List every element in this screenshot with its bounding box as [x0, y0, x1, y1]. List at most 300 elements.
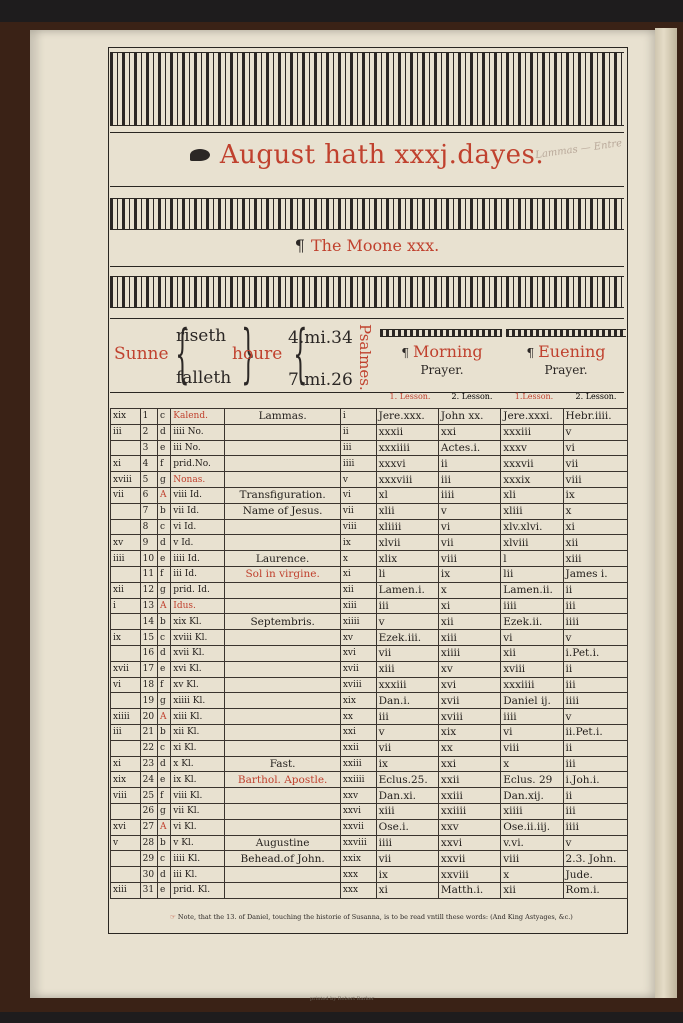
morning-lesson-1: xlvii — [376, 535, 438, 551]
evening-lesson-1: xxxiii — [501, 424, 563, 440]
day-number: 17 — [140, 661, 157, 677]
feast-name: Augustine — [225, 835, 340, 851]
table-row — [111, 630, 628, 646]
dominical-letter: g — [157, 472, 170, 488]
psalm-number: v — [340, 472, 376, 488]
evening-lesson-1: xviii — [501, 661, 563, 677]
psalm-number: xi — [340, 566, 376, 582]
evening-lesson-2: vii — [563, 456, 627, 472]
roman-date: prid.No. — [171, 456, 225, 472]
golden-number: viii — [111, 788, 141, 804]
morning-lesson-2: x — [438, 582, 500, 598]
golden-number — [111, 851, 141, 867]
feast-name — [225, 803, 340, 819]
feast-name — [225, 867, 340, 883]
evening-lesson-2: iii — [563, 756, 627, 772]
lesson2-evening-header: 2. Lesson. — [575, 392, 617, 401]
day-number: 7 — [140, 503, 157, 519]
evening-lesson-1: xii — [501, 882, 563, 898]
evening-prayer-header: ¶ Euening Prayer. — [526, 342, 606, 377]
dominical-letter: e — [157, 661, 170, 677]
psalm-number: xxix — [340, 851, 376, 867]
dominical-letter: e — [157, 882, 170, 898]
roman-date: xi Kl. — [171, 740, 225, 756]
morning-lesson-1: ix — [376, 867, 438, 883]
roman-date: iii No. — [171, 440, 225, 456]
pilcrow-icon: ¶ — [294, 236, 305, 255]
day-number: 8 — [140, 519, 157, 535]
feast-name — [225, 472, 340, 488]
evening-lesson-1: v.vi. — [501, 835, 563, 851]
roman-date: xvii Kl. — [171, 645, 225, 661]
evening-lesson-1: vi — [501, 630, 563, 646]
dominical-letter: c — [157, 519, 170, 535]
morning-lesson-1: xiii — [376, 803, 438, 819]
evening-lesson-2: iii — [563, 677, 627, 693]
roman-date: vi Kl. — [171, 819, 225, 835]
rule — [110, 186, 624, 187]
golden-number: xi — [111, 756, 141, 772]
roman-date: vii Kl. — [171, 803, 225, 819]
morning-lesson-2: viii — [438, 551, 500, 567]
golden-number: vii — [111, 487, 141, 503]
golden-number: xvi — [111, 819, 141, 835]
feast-name — [225, 740, 340, 756]
evening-lesson-2: v — [563, 630, 627, 646]
evening-lesson-2: xii — [563, 535, 627, 551]
evening-lesson-1: Eclus. 29 — [501, 772, 563, 788]
roman-date: xvi Kl. — [171, 661, 225, 677]
psalm-number: xiii — [340, 598, 376, 614]
psalm-number: iiii — [340, 456, 376, 472]
morning-lesson-1: vii — [376, 851, 438, 867]
roman-date: ix Kl. — [171, 772, 225, 788]
feast-name — [225, 882, 340, 898]
dominical-letter: d — [157, 867, 170, 883]
psalm-number: xxx — [340, 867, 376, 883]
day-number: 22 — [140, 740, 157, 756]
dominical-letter: g — [157, 693, 170, 709]
evening-lesson-2: v — [563, 424, 627, 440]
evening-lesson-1: x — [501, 867, 563, 883]
morning-lesson-2: John xx. — [438, 409, 500, 425]
golden-number: xix — [111, 772, 141, 788]
morning-lesson-2: xxv — [438, 819, 500, 835]
table-row — [111, 882, 628, 898]
middle-ornament-band — [110, 198, 624, 230]
feast-name — [225, 456, 340, 472]
evening-lesson-2: James i. — [563, 566, 627, 582]
day-number: 28 — [140, 835, 157, 851]
morning-lesson-1: xiii — [376, 661, 438, 677]
day-number: 14 — [140, 614, 157, 630]
day-number: 2 — [140, 424, 157, 440]
feast-name: Barthol. Apostle. — [225, 772, 340, 788]
evening-lesson-1: Jere.xxxi. — [501, 409, 563, 425]
pointing-hand-icon: ☞ — [170, 913, 176, 921]
golden-number: ix — [111, 630, 141, 646]
roman-date: iii Kl. — [171, 867, 225, 883]
evening-lesson-2: viii — [563, 472, 627, 488]
evening-lesson-1: vi — [501, 724, 563, 740]
falleth-label: falleth — [176, 368, 232, 388]
morning-lesson-2: xviii — [438, 709, 500, 725]
evening-lesson-1: xxxix — [501, 472, 563, 488]
morning-lesson-2: xxvii — [438, 851, 500, 867]
roman-date: xiiii Kl. — [171, 693, 225, 709]
printer-line: printed by Robert Barker — [310, 996, 375, 1002]
morning-lesson-2: xv — [438, 661, 500, 677]
morning-lesson-2: vi — [438, 519, 500, 535]
morning-lesson-2: xvi — [438, 677, 500, 693]
rule — [110, 266, 624, 267]
psalm-number: xiiii — [340, 614, 376, 630]
evening-lesson-1: viii — [501, 740, 563, 756]
day-number: 3 — [140, 440, 157, 456]
dominical-letter: e — [157, 772, 170, 788]
day-number: 21 — [140, 724, 157, 740]
morning-lesson-1: xxxviii — [376, 472, 438, 488]
morning-lesson-1: xxxvi — [376, 456, 438, 472]
dominical-letter: f — [157, 677, 170, 693]
golden-number — [111, 645, 141, 661]
psalm-number: xxiiii — [340, 772, 376, 788]
golden-number: xii — [111, 582, 141, 598]
dominical-letter: f — [157, 566, 170, 582]
evening-lesson-1: xiiii — [501, 803, 563, 819]
evening-lesson-2: ii.Pet.i. — [563, 724, 627, 740]
psalm-number: iii — [340, 440, 376, 456]
table-row — [111, 409, 628, 425]
dominical-letter: d — [157, 645, 170, 661]
morning-lesson-1: Ose.i. — [376, 819, 438, 835]
dominical-letter: d — [157, 756, 170, 772]
roman-date: vii Id. — [171, 503, 225, 519]
psalm-number: xxv — [340, 788, 376, 804]
table-row — [111, 456, 628, 472]
feast-name — [225, 645, 340, 661]
evening-lesson-1: viii — [501, 851, 563, 867]
table-row — [111, 819, 628, 835]
roman-date: xix Kl. — [171, 614, 225, 630]
feast-name — [225, 709, 340, 725]
table-row — [111, 598, 628, 614]
morning-lesson-2: xxi — [438, 756, 500, 772]
table-row — [111, 709, 628, 725]
golden-number: iii — [111, 424, 141, 440]
feast-name — [225, 598, 340, 614]
morning-lesson-2: v — [438, 503, 500, 519]
morning-lesson-1: vii — [376, 740, 438, 756]
morning-lesson-2: xxviii — [438, 867, 500, 883]
evening-lesson-2: Rom.i. — [563, 882, 627, 898]
evening-lesson-2: ix — [563, 487, 627, 503]
feast-name — [225, 677, 340, 693]
morning-lesson-2: xiiii — [438, 645, 500, 661]
morning-lesson-2: xxiii — [438, 788, 500, 804]
morning-lesson-1: Jere.xxx. — [376, 409, 438, 425]
sun-times — [110, 317, 353, 394]
morning-lesson-2: vii — [438, 535, 500, 551]
evening-lesson-2: x — [563, 503, 627, 519]
evening-lesson-1: lii — [501, 566, 563, 582]
psalm-number: xxi — [340, 724, 376, 740]
roman-date: iiii No. — [171, 424, 225, 440]
table-row — [111, 756, 628, 772]
golden-number — [111, 566, 141, 582]
psalm-number: vii — [340, 503, 376, 519]
morning-lesson-1: ix — [376, 756, 438, 772]
day-number: 30 — [140, 867, 157, 883]
golden-number — [111, 867, 141, 883]
feast-name — [225, 535, 340, 551]
morning-lesson-2: xxvi — [438, 835, 500, 851]
evening-lesson-1: xlviii — [501, 535, 563, 551]
day-number: 16 — [140, 645, 157, 661]
morning-prayer-header: ¶ Morning Prayer. — [401, 342, 483, 377]
evening-lesson-2: 2.3. John. — [563, 851, 627, 867]
feast-name: Sol in virgine. — [225, 566, 340, 582]
roman-date: iii Id. — [171, 566, 225, 582]
rule — [110, 132, 624, 133]
psalm-number: xx — [340, 709, 376, 725]
day-number: 24 — [140, 772, 157, 788]
table-row — [111, 440, 628, 456]
roman-date: xv Kl. — [171, 677, 225, 693]
day-number: 25 — [140, 788, 157, 804]
evening-lesson-1: Dan.xij. — [501, 788, 563, 804]
feast-name — [225, 661, 340, 677]
evening-lesson-2: iii — [563, 598, 627, 614]
day-number: 26 — [140, 803, 157, 819]
table-row — [111, 566, 628, 582]
day-number: 15 — [140, 630, 157, 646]
evening-lesson-2: iiii — [563, 819, 627, 835]
morning-lesson-2: xii — [438, 614, 500, 630]
dominical-letter: f — [157, 456, 170, 472]
roman-date: viii Kl. — [171, 788, 225, 804]
sunne-label: Sunne — [114, 344, 169, 364]
evening-lesson-1: Ezek.ii. — [501, 614, 563, 630]
evening-lesson-2: ii — [563, 582, 627, 598]
roman-date: iiii Id. — [171, 551, 225, 567]
evening-lesson-2: i.Pet.i. — [563, 645, 627, 661]
psalm-number: xviii — [340, 677, 376, 693]
golden-number — [111, 519, 141, 535]
psalmes-label: Psalmes. — [356, 324, 374, 391]
evening-lesson-2: iii — [563, 803, 627, 819]
morning-lesson-2: ii — [438, 456, 500, 472]
evening-lesson-2: xiii — [563, 551, 627, 567]
morning-lesson-1: iii — [376, 709, 438, 725]
psalm-number: xxvii — [340, 819, 376, 835]
golden-number: vi — [111, 677, 141, 693]
table-row — [111, 535, 628, 551]
psalm-number: ix — [340, 535, 376, 551]
evening-lesson-1: xli — [501, 487, 563, 503]
day-number: 9 — [140, 535, 157, 551]
evening-lesson-2: i.Joh.i. — [563, 772, 627, 788]
roman-date: v Kl. — [171, 835, 225, 851]
table-row — [111, 645, 628, 661]
evening-lesson-1: iiii — [501, 709, 563, 725]
feast-name: Behead.of John. — [225, 851, 340, 867]
morning-lesson-1: Dan.xi. — [376, 788, 438, 804]
morning-lesson-1: Lamen.i. — [376, 582, 438, 598]
feast-name — [225, 788, 340, 804]
morning-lesson-1: xlii — [376, 503, 438, 519]
psalm-number: xvi — [340, 645, 376, 661]
roman-date: iiii Kl. — [171, 851, 225, 867]
table-row — [111, 724, 628, 740]
pilcrow-icon: ¶ — [526, 346, 535, 360]
dominical-letter: A — [157, 819, 170, 835]
dominical-letter: b — [157, 724, 170, 740]
golden-number: xiii — [111, 882, 141, 898]
evening-lesson-1: xliii — [501, 503, 563, 519]
handwritten-note: Lammas — Entre — [534, 137, 623, 162]
day-number: 1 — [140, 409, 157, 425]
morning-lesson-1: xxxii — [376, 424, 438, 440]
evening-lesson-2: iiii — [563, 614, 627, 630]
psalm-number: xxx — [340, 882, 376, 898]
feast-name: Fast. — [225, 756, 340, 772]
psalm-number: xxiii — [340, 756, 376, 772]
golden-number: xix — [111, 409, 141, 425]
morning-lesson-2: iii — [438, 472, 500, 488]
golden-number — [111, 440, 141, 456]
day-number: 29 — [140, 851, 157, 867]
day-number: 20 — [140, 709, 157, 725]
day-number: 27 — [140, 819, 157, 835]
psalm-number: xvii — [340, 661, 376, 677]
golden-number: iiii — [111, 551, 141, 567]
table-row — [111, 772, 628, 788]
golden-number: xv — [111, 535, 141, 551]
morning-lesson-1: xxxiiii — [376, 440, 438, 456]
morning-lesson-2: iiii — [438, 487, 500, 503]
dominical-letter: A — [157, 487, 170, 503]
evening-lesson-1: xxxv — [501, 440, 563, 456]
roman-date: xviii Kl. — [171, 630, 225, 646]
table-row — [111, 788, 628, 804]
roman-date: prid. Id. — [171, 582, 225, 598]
roman-date: x Kl. — [171, 756, 225, 772]
morning-lesson-2: xxiiii — [438, 803, 500, 819]
morning-lesson-1: xlix — [376, 551, 438, 567]
morning-lesson-2: xx — [438, 740, 500, 756]
next-page-edge — [655, 28, 677, 998]
top-ornament-band — [110, 52, 624, 126]
golden-number: xviii — [111, 472, 141, 488]
morning-lesson-2: xi — [438, 598, 500, 614]
table-row — [111, 851, 628, 867]
evening-lesson-2: ii — [563, 740, 627, 756]
psalm-number: xxvi — [340, 803, 376, 819]
psalm-number: xix — [340, 693, 376, 709]
page-title: August hath xxxj.dayes. — [110, 140, 624, 184]
footer-note: ☞ Note, that the 13. of Daniel, touching the historie of Susanna, is to be read vntill these words: (And King Astyages, &c.) — [170, 913, 573, 921]
morning-lesson-1: Dan.i. — [376, 693, 438, 709]
dominical-letter: d — [157, 535, 170, 551]
day-number: 4 — [140, 456, 157, 472]
morning-lesson-1: iii — [376, 598, 438, 614]
morning-lesson-1: Eclus.25. — [376, 772, 438, 788]
morning-lesson-2: ix — [438, 566, 500, 582]
evening-lesson-1: xxxvii — [501, 456, 563, 472]
feast-name — [225, 630, 340, 646]
dominical-letter: e — [157, 551, 170, 567]
evening-lesson-1: l — [501, 551, 563, 567]
table-row — [111, 614, 628, 630]
roman-date: prid. Kl. — [171, 882, 225, 898]
morning-lesson-1: vii — [376, 645, 438, 661]
dominical-letter: g — [157, 582, 170, 598]
psalm-number: xv — [340, 630, 376, 646]
feast-name: Septembris. — [225, 614, 340, 630]
lesson2-header: 2. Lesson. — [451, 392, 493, 401]
morning-lesson-2: xvii — [438, 693, 500, 709]
morning-lesson-1: li — [376, 566, 438, 582]
morning-lesson-2: xxi — [438, 424, 500, 440]
morning-lesson-1: v — [376, 724, 438, 740]
dominical-letter: b — [157, 614, 170, 630]
feast-name: Laurence. — [225, 551, 340, 567]
psalm-number: x — [340, 551, 376, 567]
roman-date: xiii Kl. — [171, 709, 225, 725]
feast-name — [225, 724, 340, 740]
small-ornament — [380, 329, 502, 337]
brace-icon: { — [293, 317, 308, 391]
feast-name: Name of Jesus. — [225, 503, 340, 519]
evening-lesson-2: Jude. — [563, 867, 627, 883]
table-row — [111, 740, 628, 756]
evening-lesson-1: xii — [501, 645, 563, 661]
roman-date: vi Id. — [171, 519, 225, 535]
golden-number: i — [111, 598, 141, 614]
golden-number: xi — [111, 456, 141, 472]
dominical-letter: f — [157, 788, 170, 804]
table-row — [111, 835, 628, 851]
table-row — [111, 487, 628, 503]
psalm-number: xxii — [340, 740, 376, 756]
day-number: 31 — [140, 882, 157, 898]
evening-lesson-2: ii — [563, 661, 627, 677]
morning-lesson-2: Actes.i. — [438, 440, 500, 456]
dominical-letter: A — [157, 709, 170, 725]
dominical-letter: e — [157, 440, 170, 456]
lower-ornament-band — [110, 276, 624, 308]
feast-name — [225, 693, 340, 709]
day-number: 11 — [140, 566, 157, 582]
day-number: 6 — [140, 487, 157, 503]
table-row — [111, 677, 628, 693]
morning-lesson-1: iiii — [376, 835, 438, 851]
table-row — [111, 803, 628, 819]
riseth-label: riseth — [176, 326, 227, 346]
table-row — [111, 551, 628, 567]
lesson1-header: 1. Lesson. — [389, 392, 431, 401]
golden-number — [111, 503, 141, 519]
dominical-letter: b — [157, 835, 170, 851]
evening-lesson-1: iiii — [501, 598, 563, 614]
lesson1-evening-header: 1.Lesson. — [514, 392, 554, 401]
day-number: 18 — [140, 677, 157, 693]
psalm-number: xii — [340, 582, 376, 598]
dominical-letter: c — [157, 409, 170, 425]
golden-number: iii — [111, 724, 141, 740]
dominical-letter: b — [157, 503, 170, 519]
